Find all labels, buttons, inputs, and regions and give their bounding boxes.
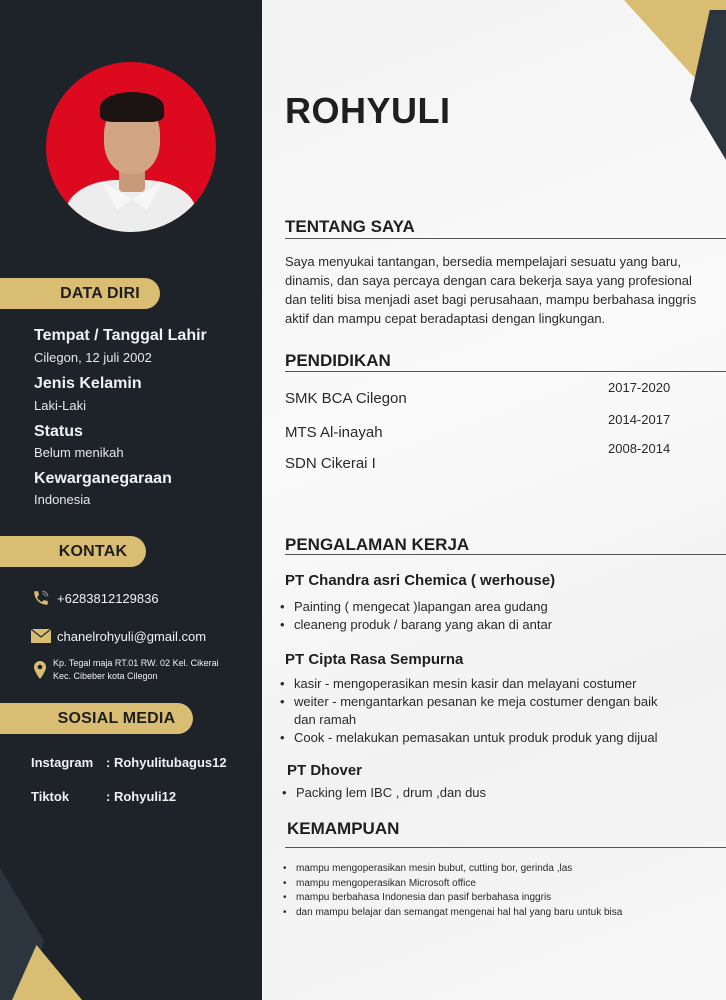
contact-address xyxy=(31,657,219,683)
field-label: Tempat / Tanggal Lahir xyxy=(34,327,207,344)
skill-item: • dan mampu belajar dan semangat mengenai hal hal yang baru untuk bisa xyxy=(283,906,622,921)
skill-item: • mampu mengoperasikan Microsoft office xyxy=(283,877,622,892)
school-name: SMK BCA Cilegon xyxy=(285,390,407,407)
section-header-sosial-media xyxy=(0,703,193,734)
school-years: 2014-2017 xyxy=(608,412,671,427)
job-tasks xyxy=(280,675,700,747)
section-divider xyxy=(285,554,726,555)
field-label: Jenis Kelamin xyxy=(34,375,142,392)
company-name: PT Chandra asri Chemica ( werhouse) xyxy=(285,572,556,589)
section-title-pengalaman: PENGALAMAN KERJA xyxy=(285,535,470,554)
social-label: Tiktok xyxy=(31,789,70,804)
address-line-2: Kec. Cibeber kota Cilegon xyxy=(53,671,158,681)
section-title-tentang: TENTANG SAYA xyxy=(285,217,415,236)
sidebar xyxy=(0,0,262,1000)
profile-photo xyxy=(46,62,216,232)
photo-hair xyxy=(100,92,164,122)
section-title: DATA DIRI xyxy=(60,284,140,302)
section-divider xyxy=(285,847,726,848)
skills-list xyxy=(283,862,622,920)
task-item: • cleaneng produk / barang yang akan di antar xyxy=(280,616,552,634)
social-instagram xyxy=(31,755,227,770)
section-title-kemampuan: KEMAMPUAN xyxy=(287,819,400,838)
company-name: PT Dhover xyxy=(287,762,363,779)
task-item: • kasir - mengoperasikan mesin kasir dan melayani costumer xyxy=(280,675,700,693)
main-content xyxy=(262,0,726,1000)
contact-email xyxy=(31,627,206,645)
job-tasks xyxy=(280,598,552,634)
contact-phone xyxy=(31,589,159,607)
section-header-kontak xyxy=(0,536,146,567)
candidate-name: ROHYULI xyxy=(285,90,451,131)
address-line-1: Kp. Tegal maja RT.01 RW. 02 Kel. Cikerai xyxy=(53,658,219,668)
about-text: Saya menyukai tantangan, bersedia mempelajari sesuatu yang baru, dinamis, dan saya percaya dengan cara bekerja saya yang profesional dan teliti bisa menjadi aset bagi perusahaan, mampu berbahasa inggris aktif dan mampu cepat beradaptasi dengan lingkungan. xyxy=(285,254,697,326)
section-title: KONTAK xyxy=(58,542,128,560)
section-title: SOSIAL MEDIA xyxy=(57,709,176,727)
field-label: Kewarganegaraan xyxy=(34,470,172,487)
task-item: • Cook - melakukan pemasakan untuk produk produk yang dijual xyxy=(280,729,700,747)
address-text xyxy=(53,657,219,683)
school-years: 2017-2020 xyxy=(608,380,671,395)
school-years: 2008-2014 xyxy=(608,441,671,456)
field-value: Laki-Laki xyxy=(34,398,87,413)
email-address[interactable]: chanelrohyuli@gmail.com xyxy=(57,628,207,644)
field-label: Status xyxy=(34,423,83,440)
field-value: Indonesia xyxy=(34,492,91,507)
social-handle[interactable]: : Rohyuli12 xyxy=(106,789,177,804)
field-value: Belum menikah xyxy=(34,445,124,460)
task-item: • weiter - mengantarkan pesanan ke meja costumer dengan baik dan ramah xyxy=(280,693,675,729)
social-label: Instagram xyxy=(31,755,94,770)
skill-item: • mampu berbahasa Indonesia dan pasif berbahasa inggris xyxy=(283,891,622,906)
skill-item: • mampu mengoperasikan mesin bubut, cutting bor, gerinda ,las xyxy=(283,862,622,877)
phone-icon xyxy=(31,589,51,607)
social-tiktok xyxy=(31,789,176,804)
section-divider xyxy=(285,238,726,239)
field-value: Cilegon, 12 juli 2002 xyxy=(34,350,152,365)
section-header-data-diri xyxy=(0,278,160,309)
phone-number[interactable]: +6283812129836 xyxy=(57,590,159,606)
section-title-pendidikan: PENDIDIKAN xyxy=(285,351,391,370)
location-pin-icon xyxy=(31,661,49,679)
school-name: SDN Cikerai I xyxy=(285,455,376,472)
job-tasks xyxy=(282,784,486,802)
task-item: • Painting ( mengecat )lapangan area gudang xyxy=(280,598,552,616)
mail-icon xyxy=(31,627,51,645)
section-divider xyxy=(285,371,726,372)
task-item: • Packing lem IBC , drum ,dan dus xyxy=(282,784,486,802)
social-handle[interactable]: : Rohyulitubagus12 xyxy=(106,755,227,770)
school-name: MTS Al-inayah xyxy=(285,424,383,441)
company-name: PT Cipta Rasa Sempurna xyxy=(285,651,464,668)
